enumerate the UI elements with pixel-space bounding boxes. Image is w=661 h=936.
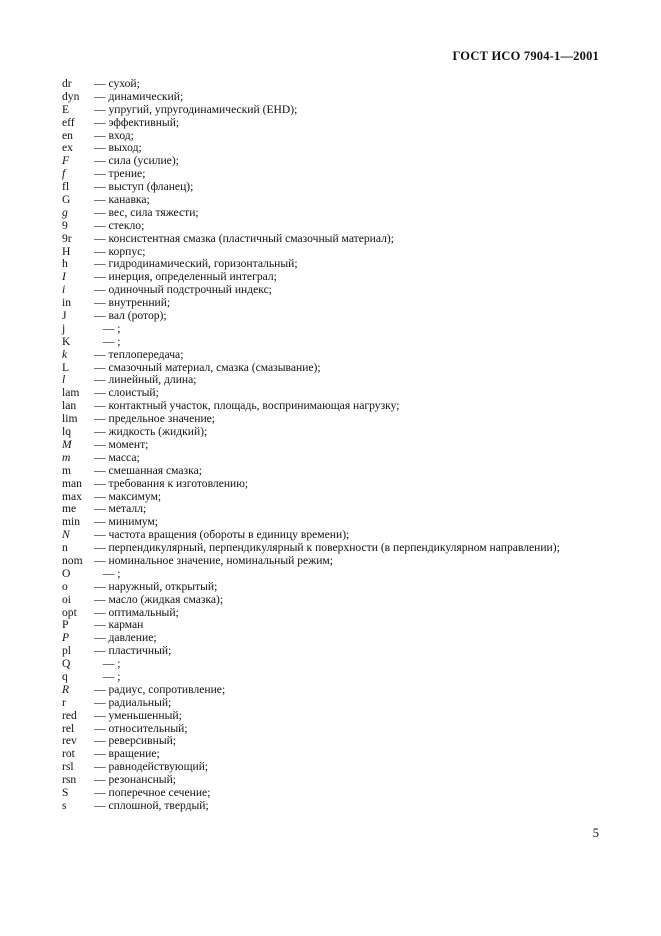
symbol: Q xyxy=(62,657,71,671)
symbol-description: — сила (усилие); xyxy=(94,154,179,168)
symbol-description: — жидкость (жидкий); xyxy=(94,425,208,439)
symbol: f xyxy=(62,167,66,181)
list-item xyxy=(62,710,631,723)
symbol: oi xyxy=(62,592,72,606)
symbol-description: — радиус, сопротивление; xyxy=(94,682,226,696)
symbol: fl xyxy=(62,180,70,194)
symbol-description: — максимум; xyxy=(94,489,162,503)
symbol: N xyxy=(62,528,70,542)
symbol-description: — требования к изготовлению; xyxy=(94,476,249,490)
symbol: O xyxy=(62,566,71,580)
symbol-description: — предельное значение; xyxy=(94,412,216,426)
symbol: rsl xyxy=(62,760,74,774)
symbol-description: — частота вращения (обороты в единицу времени); xyxy=(94,528,350,542)
symbol-description: — инерция, определенный интеграл; xyxy=(94,270,277,284)
list-item xyxy=(62,478,631,491)
list-item xyxy=(62,194,631,207)
symbol-description: — металл; xyxy=(94,502,147,516)
symbol-description: — вход; xyxy=(94,128,134,142)
symbol-description: — минимум; xyxy=(94,515,158,529)
symbol: lim xyxy=(62,412,78,426)
symbol-description: — ; xyxy=(94,657,121,671)
symbol-description: — уменьшенный; xyxy=(94,708,182,722)
symbol-description: — реверсивный; xyxy=(94,734,177,748)
symbol: q xyxy=(62,669,68,683)
symbol-description: — теплопередача; xyxy=(94,347,184,361)
symbol-description: — динамический; xyxy=(94,89,184,103)
symbol: J xyxy=(62,309,67,323)
symbol: ex xyxy=(62,141,73,155)
symbol: F xyxy=(62,154,70,168)
symbol: h xyxy=(62,257,68,271)
symbol-description: — упругий, упругодинамический (EHD); xyxy=(94,102,298,116)
symbol: opt xyxy=(62,605,77,619)
list-item xyxy=(62,684,631,697)
list-item xyxy=(62,117,631,130)
symbol: S xyxy=(62,785,69,799)
symbol-description: — карман xyxy=(94,618,144,632)
symbol: in xyxy=(62,296,72,310)
list-item xyxy=(62,581,631,594)
list-item xyxy=(62,349,631,362)
list-item xyxy=(62,452,631,465)
list-item xyxy=(62,220,631,233)
list-item xyxy=(62,91,631,104)
list-item xyxy=(62,645,631,658)
symbol-description: — контактный участок, площадь, воспринимающая нагрузку; xyxy=(94,399,400,413)
symbol-description: — стекло; xyxy=(94,218,145,232)
list-item xyxy=(62,426,631,439)
symbol-description: — сплошной, твердый; xyxy=(94,798,209,812)
symbol: 9 xyxy=(62,218,68,232)
symbol-description: — канавка; xyxy=(94,193,150,207)
symbol-description: — выход; xyxy=(94,141,142,155)
symbol-description: — поперечное сечение; xyxy=(94,785,211,799)
page-number: 5 xyxy=(592,826,599,840)
symbol-description: — оптимальный; xyxy=(94,605,179,619)
symbol: lq xyxy=(62,425,72,439)
symbol-description: — корпус; xyxy=(94,244,146,258)
symbol: M xyxy=(62,437,72,451)
symbol: o xyxy=(62,579,68,593)
symbol-description: — трение; xyxy=(94,167,146,181)
symbol: g xyxy=(62,205,68,219)
symbol: E xyxy=(62,102,70,116)
symbol-description: — вес, сила тяжести; xyxy=(94,205,199,219)
list-item xyxy=(62,658,631,671)
symbol: rot xyxy=(62,747,75,761)
list-item xyxy=(62,594,631,607)
symbol-description: — консистентная смазка (пластичный смазочный материал); xyxy=(94,231,394,245)
symbol: en xyxy=(62,128,73,142)
symbol-description: — ; xyxy=(94,669,121,683)
symbol: k xyxy=(62,347,68,361)
symbol-description: — гидродинамический, горизонтальный; xyxy=(94,257,298,271)
symbol: eff xyxy=(62,115,75,129)
symbol: dr xyxy=(62,77,72,90)
symbol-description: — ; xyxy=(94,334,121,348)
symbol: man xyxy=(62,476,82,490)
symbol-description: — масса; xyxy=(94,450,140,464)
symbol: lam xyxy=(62,386,80,400)
symbol: max xyxy=(62,489,82,503)
list-item xyxy=(62,568,631,581)
symbol: P xyxy=(62,618,69,632)
symbol-description: — перпендикулярный, перпендикулярный к поверхности (в перпендикулярном направлении); xyxy=(94,541,560,555)
symbol-description: — ; xyxy=(94,321,121,335)
symbol: m xyxy=(62,463,72,477)
symbol: 9r xyxy=(62,231,72,245)
list-item xyxy=(62,336,631,349)
list-item xyxy=(62,155,631,168)
symbol-description: — наружный, открытый; xyxy=(94,579,218,593)
list-item xyxy=(62,104,631,117)
symbol-description: — относительный; xyxy=(94,721,188,735)
list-item xyxy=(62,555,631,568)
symbol-description: — эффективный; xyxy=(94,115,180,129)
symbol: m xyxy=(62,450,71,464)
symbol-description: — линейный, длина; xyxy=(94,373,197,387)
symbol: K xyxy=(62,334,71,348)
symbol-description: — одиночный подстрочный индекс; xyxy=(94,283,272,297)
list-item xyxy=(62,310,631,323)
symbol: r xyxy=(62,695,66,709)
symbol-description: — слоистый; xyxy=(94,386,159,400)
symbol: L xyxy=(62,360,70,374)
symbol: n xyxy=(62,541,68,555)
list-item xyxy=(62,439,631,452)
symbol: l xyxy=(62,373,66,387)
symbol-description: — смешанная смазка; xyxy=(94,463,202,477)
list-item xyxy=(62,78,631,91)
symbol-description: — резонансный; xyxy=(94,773,177,787)
symbol: rel xyxy=(62,721,75,735)
symbol: I xyxy=(62,270,66,284)
symbol: P xyxy=(62,631,70,645)
symbol: rsn xyxy=(62,773,77,787)
symbol-description: — номинальное значение, номинальный режим; xyxy=(94,553,333,567)
list-item xyxy=(62,465,631,478)
symbol-description: — выступ (фланец); xyxy=(94,180,194,194)
list-item xyxy=(62,207,631,220)
symbol-description: — давление; xyxy=(94,631,157,645)
symbol: lan xyxy=(62,399,77,413)
symbol-description: — равнодействующий; xyxy=(94,760,209,774)
symbol: i xyxy=(62,283,66,297)
symbol-description: — масло (жидкая смазка); xyxy=(94,592,224,606)
symbol-description: — радиальный; xyxy=(94,695,172,709)
symbol: H xyxy=(62,244,71,258)
symbol: R xyxy=(62,682,70,696)
list-item xyxy=(62,491,631,504)
list-item xyxy=(62,800,631,813)
symbol: red xyxy=(62,708,77,722)
symbol-list xyxy=(62,78,631,813)
list-item xyxy=(62,787,631,800)
symbol: G xyxy=(62,193,71,207)
symbol: pl xyxy=(62,644,72,658)
symbol: min xyxy=(62,515,81,529)
symbol: rev xyxy=(62,734,77,748)
symbol-description: — смазочный материал, смазка (смазывание); xyxy=(94,360,321,374)
list-item xyxy=(62,697,631,710)
symbol-description: — ; xyxy=(94,566,121,580)
symbol: me xyxy=(62,502,77,516)
symbol-description: — сухой; xyxy=(94,77,140,90)
symbol-description: — пластичный; xyxy=(94,644,172,658)
symbol-description: — внутренний; xyxy=(94,296,171,310)
symbol-description: — вал (ротор); xyxy=(94,309,167,323)
symbol: nom xyxy=(62,553,83,567)
symbol: j xyxy=(62,321,66,335)
list-item xyxy=(62,607,631,620)
symbol: dyn xyxy=(62,89,80,103)
document-header: ГОСТ ИСО 7904-1—2001 xyxy=(452,49,599,63)
list-item xyxy=(62,233,631,246)
list-item xyxy=(62,671,631,684)
symbol-description: — момент; xyxy=(94,437,149,451)
list-item xyxy=(62,323,631,336)
list-item xyxy=(62,130,631,143)
symbol: s xyxy=(62,798,67,812)
symbol-description: — вращение; xyxy=(94,747,160,761)
